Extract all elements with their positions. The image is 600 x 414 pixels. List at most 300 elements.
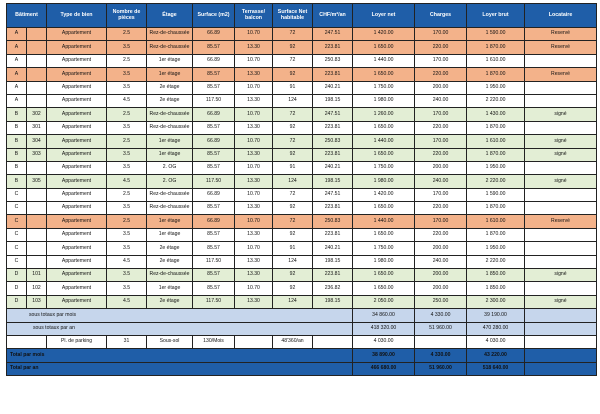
cell-surface-net: 91 — [273, 81, 313, 94]
cell-surface: 85.57 — [193, 202, 235, 215]
cell-batiment: B — [7, 121, 27, 134]
cell-chf-m2: 223.81 — [313, 269, 353, 282]
cell-numero: 102 — [27, 282, 47, 295]
cell-loyer-net: 1 650.00 — [353, 68, 415, 81]
cell-surface: 85.57 — [193, 161, 235, 174]
cell-charges: 200.00 — [415, 161, 467, 174]
table-row — [7, 188, 597, 201]
total-month-row — [7, 349, 597, 362]
cell-etage: 1er étage — [147, 135, 193, 148]
cell-surface-net: 124 — [273, 255, 313, 268]
cell-surface-net: 72 — [273, 215, 313, 228]
cell-loyer-brut: 1 430.00 — [467, 108, 525, 121]
cell-batiment: B — [7, 175, 27, 188]
cell-numero — [27, 94, 47, 107]
cell-locataire: signé — [525, 269, 597, 282]
table-row — [7, 175, 597, 188]
subtotal-month-net: 34 860.00 — [353, 309, 415, 322]
cell-locataire: signé — [525, 108, 597, 121]
cell-surface: 85.57 — [193, 68, 235, 81]
cell-pieces: 2.5 — [107, 215, 147, 228]
cell-loyer-brut: 1 610.00 — [467, 215, 525, 228]
cell-terrasse: 13.30 — [235, 68, 273, 81]
cell-pieces: 2.5 — [107, 54, 147, 67]
cell-chf-m2: 223.81 — [313, 202, 353, 215]
cell-chf-m2: 223.81 — [313, 121, 353, 134]
cell-loyer-net: 1 650.00 — [353, 41, 415, 54]
cell-terrasse: 13.30 — [235, 269, 273, 282]
subtotal-year-label: sous totaux par an — [7, 322, 353, 335]
cell-chf-m2: 198.15 — [313, 295, 353, 308]
subtotal-month-empty — [525, 309, 597, 322]
subtotal-year-empty — [525, 322, 597, 335]
cell-numero — [27, 242, 47, 255]
cell-loyer-net: 1 980.00 — [353, 175, 415, 188]
table-row — [7, 242, 597, 255]
cell-type: Appartement — [47, 135, 107, 148]
cell-surface: 85.57 — [193, 282, 235, 295]
cell-numero: 101 — [27, 269, 47, 282]
total-month-net: 38 890.00 — [353, 349, 415, 362]
subtotal-year-brut: 470 280.00 — [467, 322, 525, 335]
cell-type: Appartement — [47, 282, 107, 295]
cell-surface: 85.57 — [193, 148, 235, 161]
cell-batiment: A — [7, 41, 27, 54]
cell-chf-m2: 240.21 — [313, 81, 353, 94]
table-row — [7, 295, 597, 308]
cell-chf-m2: 247.51 — [313, 188, 353, 201]
cell-surface-net: 72 — [273, 135, 313, 148]
cell-etage: Rez-de-chaussée — [147, 108, 193, 121]
cell-type: Appartement — [47, 175, 107, 188]
subtotal-year-row — [7, 322, 597, 335]
cell-numero — [27, 255, 47, 268]
cell-pieces: 3.5 — [107, 81, 147, 94]
cell-pieces: 2.5 — [107, 108, 147, 121]
cell-pieces: 3.5 — [107, 148, 147, 161]
cell-surface-net: 91 — [273, 242, 313, 255]
cell-loyer-brut: 1 950.00 — [467, 242, 525, 255]
cell-batiment: B — [7, 148, 27, 161]
cell-surface-net: 72 — [273, 188, 313, 201]
cell-surface: 117.50 — [193, 175, 235, 188]
cell-surface: 85.57 — [193, 228, 235, 241]
cell-type: Appartement — [47, 28, 107, 41]
cell-surface-net: 72 — [273, 54, 313, 67]
cell-loyer-net: 1 750.00 — [353, 242, 415, 255]
cell-etage: 1er étage — [147, 228, 193, 241]
cell-locataire: Reservé — [525, 68, 597, 81]
cell-batiment: A — [7, 68, 27, 81]
col-header-etage: Étage — [147, 4, 193, 28]
cell-loyer-net: 1 440.00 — [353, 54, 415, 67]
cell-batiment: B — [7, 135, 27, 148]
table-row — [7, 255, 597, 268]
cell-etage: 2e étage — [147, 255, 193, 268]
cell-loyer-net: 1 650.00 — [353, 269, 415, 282]
col-header-pieces: Nombre de pièces — [107, 4, 147, 28]
cell-etage: Rez-de-chaussée — [147, 28, 193, 41]
cell-type: Appartement — [47, 228, 107, 241]
cell-terrasse: 13.30 — [235, 295, 273, 308]
cell-charges: 200.00 — [415, 81, 467, 94]
cell-chf-m2: 223.81 — [313, 68, 353, 81]
cell-terrasse: 10.70 — [235, 135, 273, 148]
cell-loyer-brut: 1 950.00 — [467, 81, 525, 94]
cell-terrasse: 13.30 — [235, 255, 273, 268]
cell-loyer-brut: 2 220.00 — [467, 94, 525, 107]
cell-terrasse: 10.70 — [235, 54, 273, 67]
cell-loyer-brut: 1 590.00 — [467, 188, 525, 201]
cell-surface: 85.57 — [193, 81, 235, 94]
cell-batiment: D — [7, 269, 27, 282]
cell-type: Appartement — [47, 269, 107, 282]
cell-locataire — [525, 202, 597, 215]
cell-chf-m2: 240.21 — [313, 242, 353, 255]
cell-charges: 200.00 — [415, 242, 467, 255]
cell-batiment: C — [7, 202, 27, 215]
cell-pieces: 3.5 — [107, 68, 147, 81]
table-row — [7, 282, 597, 295]
cell-loyer-brut: 1 850.00 — [467, 282, 525, 295]
cell-loyer-brut: 1 870.00 — [467, 121, 525, 134]
cell-surface-net: 92 — [273, 121, 313, 134]
cell-charges: 250.00 — [415, 295, 467, 308]
parking-net: 4 030.00 — [353, 335, 415, 348]
cell-pieces: 4.5 — [107, 175, 147, 188]
cell-surface: 66.89 — [193, 188, 235, 201]
cell-pieces: 3.5 — [107, 161, 147, 174]
total-year-empty — [525, 362, 597, 375]
cell-numero: 302 — [27, 108, 47, 121]
cell-loyer-net: 1 420.00 — [353, 28, 415, 41]
cell-loyer-brut: 2 220.00 — [467, 175, 525, 188]
parking-count: 31 — [107, 335, 147, 348]
subtotal-month-charges: 4 330.00 — [415, 309, 467, 322]
cell-locataire: Reservé — [525, 215, 597, 228]
cell-etage: 2e étage — [147, 94, 193, 107]
cell-locataire — [525, 228, 597, 241]
cell-chf-m2: 247.51 — [313, 28, 353, 41]
cell-type: Appartement — [47, 81, 107, 94]
cell-charges: 170.00 — [415, 215, 467, 228]
table-row — [7, 41, 597, 54]
cell-batiment: A — [7, 81, 27, 94]
cell-type: Appartement — [47, 295, 107, 308]
cell-loyer-net: 1 750.00 — [353, 81, 415, 94]
table-row — [7, 54, 597, 67]
cell-type: Appartement — [47, 188, 107, 201]
cell-numero — [27, 161, 47, 174]
cell-locataire — [525, 81, 597, 94]
cell-type: Appartement — [47, 161, 107, 174]
cell-loyer-net: 1 440.00 — [353, 215, 415, 228]
subtotal-month-label: sous totaux par mois — [7, 309, 353, 322]
parking-empty-3 — [313, 335, 353, 348]
cell-charges: 170.00 — [415, 108, 467, 121]
cell-terrasse: 10.70 — [235, 242, 273, 255]
cell-charges: 220.00 — [415, 148, 467, 161]
table-row — [7, 148, 597, 161]
total-month-charges: 4 330.00 — [415, 349, 467, 362]
cell-type: Appartement — [47, 41, 107, 54]
cell-surface: 117.50 — [193, 94, 235, 107]
col-header-chf-m2: CHF/m²/an — [313, 4, 353, 28]
col-header-loyer-brut: Loyer brut — [467, 4, 525, 28]
cell-locataire: Reservé — [525, 41, 597, 54]
cell-pieces: 2.5 — [107, 188, 147, 201]
cell-pieces: 3.5 — [107, 41, 147, 54]
cell-charges: 220.00 — [415, 41, 467, 54]
cell-locataire — [525, 242, 597, 255]
table-row — [7, 121, 597, 134]
cell-etage: 1er étage — [147, 68, 193, 81]
parking-floor: Sous-sol — [147, 335, 193, 348]
cell-charges: 200.00 — [415, 282, 467, 295]
cell-loyer-net: 2 050.00 — [353, 295, 415, 308]
cell-charges: 220.00 — [415, 121, 467, 134]
parking-brut: 4 030.00 — [467, 335, 525, 348]
cell-type: Appartement — [47, 215, 107, 228]
cell-locataire: signé — [525, 135, 597, 148]
cell-type: Appartement — [47, 54, 107, 67]
cell-numero — [27, 54, 47, 67]
cell-etage: 2. OG — [147, 175, 193, 188]
cell-type: Appartement — [47, 242, 107, 255]
cell-loyer-net: 1 650.00 — [353, 228, 415, 241]
total-year-row — [7, 362, 597, 375]
cell-type: Appartement — [47, 148, 107, 161]
cell-numero — [27, 28, 47, 41]
cell-surface: 85.57 — [193, 41, 235, 54]
table-row — [7, 161, 597, 174]
cell-etage: Rez-de-chaussée — [147, 202, 193, 215]
cell-terrasse: 10.70 — [235, 282, 273, 295]
cell-charges: 240.00 — [415, 94, 467, 107]
cell-etage: Rez-de-chaussée — [147, 188, 193, 201]
cell-pieces: 4.5 — [107, 255, 147, 268]
parking-unit-price: 130/Mois — [193, 335, 235, 348]
cell-batiment: C — [7, 255, 27, 268]
col-header-charges: Charges — [415, 4, 467, 28]
cell-pieces: 3.5 — [107, 228, 147, 241]
cell-pieces: 3.5 — [107, 202, 147, 215]
cell-numero: 303 — [27, 148, 47, 161]
cell-surface: 117.50 — [193, 295, 235, 308]
cell-etage: 2e étage — [147, 295, 193, 308]
cell-charges: 220.00 — [415, 68, 467, 81]
cell-etage: 1er étage — [147, 148, 193, 161]
cell-chf-m2: 240.21 — [313, 161, 353, 174]
cell-etage: Rez-de-chaussée — [147, 269, 193, 282]
cell-loyer-net: 1 650.00 — [353, 282, 415, 295]
cell-pieces: 3.5 — [107, 282, 147, 295]
cell-type: Appartement — [47, 202, 107, 215]
parking-empty-4 — [525, 335, 597, 348]
cell-surface-net: 124 — [273, 295, 313, 308]
cell-numero: 301 — [27, 121, 47, 134]
cell-locataire — [525, 94, 597, 107]
cell-surface-net: 124 — [273, 175, 313, 188]
cell-terrasse: 10.70 — [235, 188, 273, 201]
cell-pieces: 4.5 — [107, 94, 147, 107]
cell-surface-net: 92 — [273, 41, 313, 54]
cell-chf-m2: 236.82 — [313, 282, 353, 295]
table-row — [7, 108, 597, 121]
cell-terrasse: 10.70 — [235, 81, 273, 94]
cell-terrasse: 13.30 — [235, 94, 273, 107]
cell-surface: 117.50 — [193, 255, 235, 268]
cell-loyer-net: 1 980.00 — [353, 94, 415, 107]
cell-type: Appartement — [47, 255, 107, 268]
cell-surface-net: 72 — [273, 28, 313, 41]
cell-surface-net: 92 — [273, 228, 313, 241]
cell-charges: 200.00 — [415, 269, 467, 282]
cell-pieces: 2.5 — [107, 135, 147, 148]
cell-batiment: A — [7, 94, 27, 107]
cell-locataire: signé — [525, 295, 597, 308]
cell-chf-m2: 250.83 — [313, 135, 353, 148]
cell-numero: 305 — [27, 175, 47, 188]
cell-etage: Rez-de-chaussée — [147, 121, 193, 134]
cell-surface: 66.89 — [193, 28, 235, 41]
cell-chf-m2: 223.81 — [313, 41, 353, 54]
cell-surface-net: 92 — [273, 269, 313, 282]
cell-chf-m2: 250.83 — [313, 54, 353, 67]
cell-numero — [27, 41, 47, 54]
cell-charges: 170.00 — [415, 188, 467, 201]
parking-charges-empty — [415, 335, 467, 348]
col-header-locataire: Locataire — [525, 4, 597, 28]
cell-loyer-brut: 1 950.00 — [467, 161, 525, 174]
cell-batiment: C — [7, 242, 27, 255]
cell-loyer-net: 1 650.00 — [353, 148, 415, 161]
parking-annual: 48'360/an — [273, 335, 313, 348]
cell-etage: 2. OG — [147, 161, 193, 174]
cell-batiment: A — [7, 28, 27, 41]
cell-surface: 66.89 — [193, 54, 235, 67]
cell-loyer-net: 1 420.00 — [353, 188, 415, 201]
col-header-type: Type de bien — [47, 4, 107, 28]
parking-empty-2 — [235, 335, 273, 348]
total-month-empty — [525, 349, 597, 362]
cell-loyer-brut: 1 590.00 — [467, 28, 525, 41]
subtotal-year-net: 418 320.00 — [353, 322, 415, 335]
cell-loyer-net: 1 260.00 — [353, 108, 415, 121]
cell-terrasse: 10.70 — [235, 108, 273, 121]
cell-surface-net: 124 — [273, 94, 313, 107]
col-header-loyer-net: Loyer net — [353, 4, 415, 28]
cell-batiment: D — [7, 282, 27, 295]
table-row — [7, 135, 597, 148]
col-header-batiment: Bâtiment — [7, 4, 47, 28]
cell-chf-m2: 247.51 — [313, 108, 353, 121]
cell-terrasse: 13.30 — [235, 148, 273, 161]
cell-charges: 170.00 — [415, 135, 467, 148]
cell-loyer-net: 1 750.00 — [353, 161, 415, 174]
cell-locataire — [525, 121, 597, 134]
cell-locataire — [525, 255, 597, 268]
cell-terrasse: 13.30 — [235, 41, 273, 54]
cell-etage: Rez-de-chaussée — [147, 41, 193, 54]
cell-numero: 103 — [27, 295, 47, 308]
total-month-label: Total par mois — [7, 349, 353, 362]
table-row — [7, 215, 597, 228]
cell-batiment: D — [7, 295, 27, 308]
cell-type: Appartement — [47, 108, 107, 121]
parking-row — [7, 335, 597, 348]
cell-loyer-brut: 1 870.00 — [467, 202, 525, 215]
cell-terrasse: 10.70 — [235, 28, 273, 41]
cell-type: Appartement — [47, 94, 107, 107]
cell-batiment: B — [7, 161, 27, 174]
cell-locataire: signé — [525, 175, 597, 188]
cell-batiment: C — [7, 215, 27, 228]
cell-surface-net: 91 — [273, 161, 313, 174]
cell-loyer-net: 1 980.00 — [353, 255, 415, 268]
cell-pieces: 3.5 — [107, 242, 147, 255]
cell-loyer-net: 1 650.00 — [353, 202, 415, 215]
cell-batiment: C — [7, 188, 27, 201]
cell-loyer-brut: 1 870.00 — [467, 148, 525, 161]
cell-locataire — [525, 282, 597, 295]
cell-pieces: 2.5 — [107, 28, 147, 41]
cell-surface-net: 92 — [273, 202, 313, 215]
cell-loyer-brut: 1 610.00 — [467, 135, 525, 148]
cell-numero — [27, 68, 47, 81]
cell-surface: 85.57 — [193, 269, 235, 282]
col-header-surface-net: Surface Net habitable — [273, 4, 313, 28]
cell-numero — [27, 215, 47, 228]
cell-pieces: 3.5 — [107, 121, 147, 134]
cell-etage: 1er étage — [147, 282, 193, 295]
cell-etage: 2e étage — [147, 81, 193, 94]
cell-surface: 66.89 — [193, 215, 235, 228]
cell-loyer-net: 1 650.00 — [353, 121, 415, 134]
cell-loyer-net: 1 440.00 — [353, 135, 415, 148]
cell-terrasse: 13.30 — [235, 202, 273, 215]
cell-numero — [27, 228, 47, 241]
cell-locataire — [525, 188, 597, 201]
table-row — [7, 28, 597, 41]
col-header-surface: Surface (m2) — [193, 4, 235, 28]
cell-batiment: B — [7, 108, 27, 121]
cell-surface-net: 92 — [273, 148, 313, 161]
cell-loyer-brut: 1 850.00 — [467, 269, 525, 282]
cell-type: Appartement — [47, 68, 107, 81]
cell-batiment: C — [7, 228, 27, 241]
cell-loyer-brut: 2 220.00 — [467, 255, 525, 268]
cell-surface-net: 72 — [273, 108, 313, 121]
cell-chf-m2: 198.15 — [313, 175, 353, 188]
cell-charges: 240.00 — [415, 175, 467, 188]
subtotal-month-row — [7, 309, 597, 322]
cell-charges: 240.00 — [415, 255, 467, 268]
header-row — [7, 4, 597, 28]
cell-terrasse: 13.30 — [235, 228, 273, 241]
cell-surface: 85.57 — [193, 121, 235, 134]
rental-table — [6, 3, 597, 376]
cell-surface: 85.57 — [193, 242, 235, 255]
cell-charges: 220.00 — [415, 202, 467, 215]
cell-chf-m2: 223.81 — [313, 148, 353, 161]
cell-etage: 1er étage — [147, 215, 193, 228]
col-header-terrasse: Terrasse/ balcon — [235, 4, 273, 28]
cell-pieces: 3.5 — [107, 269, 147, 282]
cell-charges: 220.00 — [415, 228, 467, 241]
table-row — [7, 202, 597, 215]
cell-loyer-brut: 1 870.00 — [467, 41, 525, 54]
